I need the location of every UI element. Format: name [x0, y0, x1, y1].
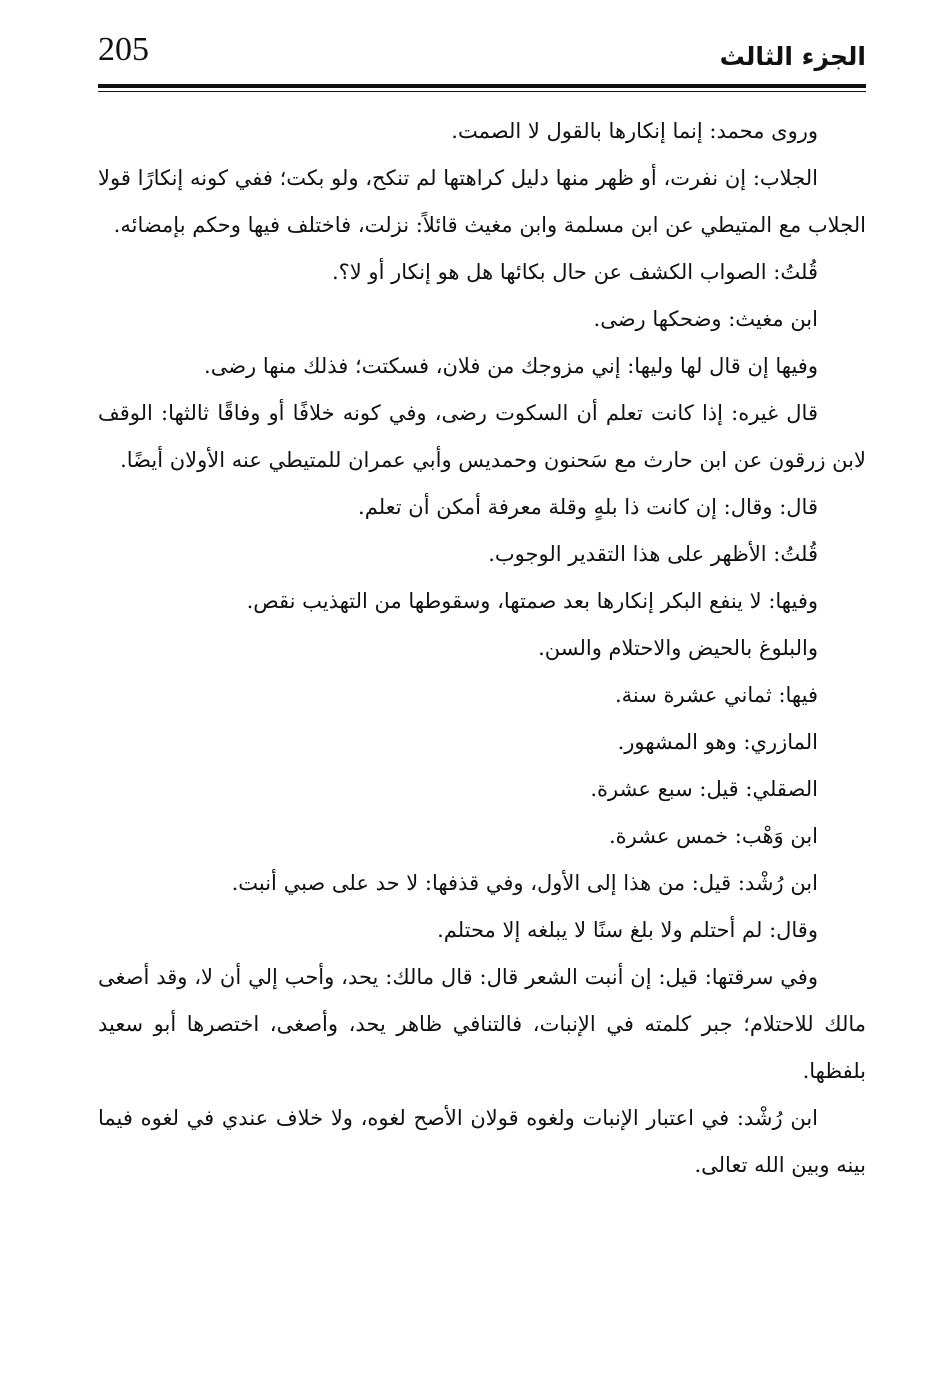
paragraph: وفي سرقتها: قيل: إن أنبت الشعر قال: قال مالك: يحد، وأحب إلي أن لا، وقد أصغى مالك للاحتلام؛ جبر كلمته في الإنبات، فالتنافي ظاهر يحد، وأصغى، اختصرها أبو سعيد بلفظها.	[98, 965, 866, 1083]
paragraph: وفيها إن قال لها وليها: إني مزوجك من فلان، فسكتت؛ فذلك منها رضى.	[204, 354, 818, 378]
header-rule-thin	[98, 91, 866, 92]
page-number: 205	[98, 31, 149, 68]
paragraph: المازري: وهو المشهور.	[617, 730, 818, 754]
paragraph: ابن مغيث: وضحكها رضى.	[593, 307, 818, 331]
paragraph: ابن رُشْد: في اعتبار الإنبات ولغوه قولان الأصح لغوه، ولا خلاف عندي في لغوه فيما بينه وبين الله تعالى.	[98, 1106, 866, 1177]
page-body	[98, 108, 866, 1189]
paragraph: قُلتُ: الأظهر على هذا التقدير الوجوب.	[488, 542, 818, 566]
paragraph: الجلاب: إن نفرت، أو ظهر منها دليل كراهتها لم تنكح، ولو بكت؛ ففي كونه إنكارًا قولا الجلاب مع المتيطي عن ابن مسلمة وابن مغيث قائلاً: نزلت، فاختلف فيها وحكم بإمضائه.	[98, 166, 866, 237]
running-head: الجزء الثالث	[719, 42, 866, 71]
paragraph: قُلتُ: الصواب الكشف عن حال بكائها هل هو إنكار أو لا؟.	[331, 260, 818, 284]
paragraph: وقال: لم أحتلم ولا بلغ سنًا لا يبلغه إلا محتلم.	[437, 918, 818, 942]
header-rule	[98, 84, 866, 88]
paragraph: فيها: ثماني عشرة سنة.	[614, 683, 818, 707]
page-header	[98, 30, 866, 80]
paragraph: وروى محمد: إنما إنكارها بالقول لا الصمت.	[451, 119, 818, 143]
paragraph: ابن وَهْب: خمس عشرة.	[608, 824, 818, 848]
paragraph: قال: وقال: إن كانت ذا بلهٍ وقلة معرفة أمكن أن تعلم.	[358, 495, 818, 519]
paragraph: الصقلي: قيل: سبع عشرة.	[590, 777, 818, 801]
paragraph: ابن رُشْد: قيل: من هذا إلى الأول، وفي قذفها: لا حد على صبي أنبت.	[231, 871, 818, 895]
paragraph: وفيها: لا ينفع البكر إنكارها بعد صمتها، وسقوطها من التهذيب نقص.	[246, 589, 818, 613]
paragraph: قال غيره: إذا كانت تعلم أن السكوت رضى، وفي كونه خلافًا أو وفاقًا ثالثها: الوقف لابن زرقون عن ابن حارث مع سَحنون وحمديس وأبي عمران للمتيطي عنه الأولان أيضًا.	[98, 401, 866, 472]
paragraph: والبلوغ بالحيض والاحتلام والسن.	[538, 636, 818, 660]
